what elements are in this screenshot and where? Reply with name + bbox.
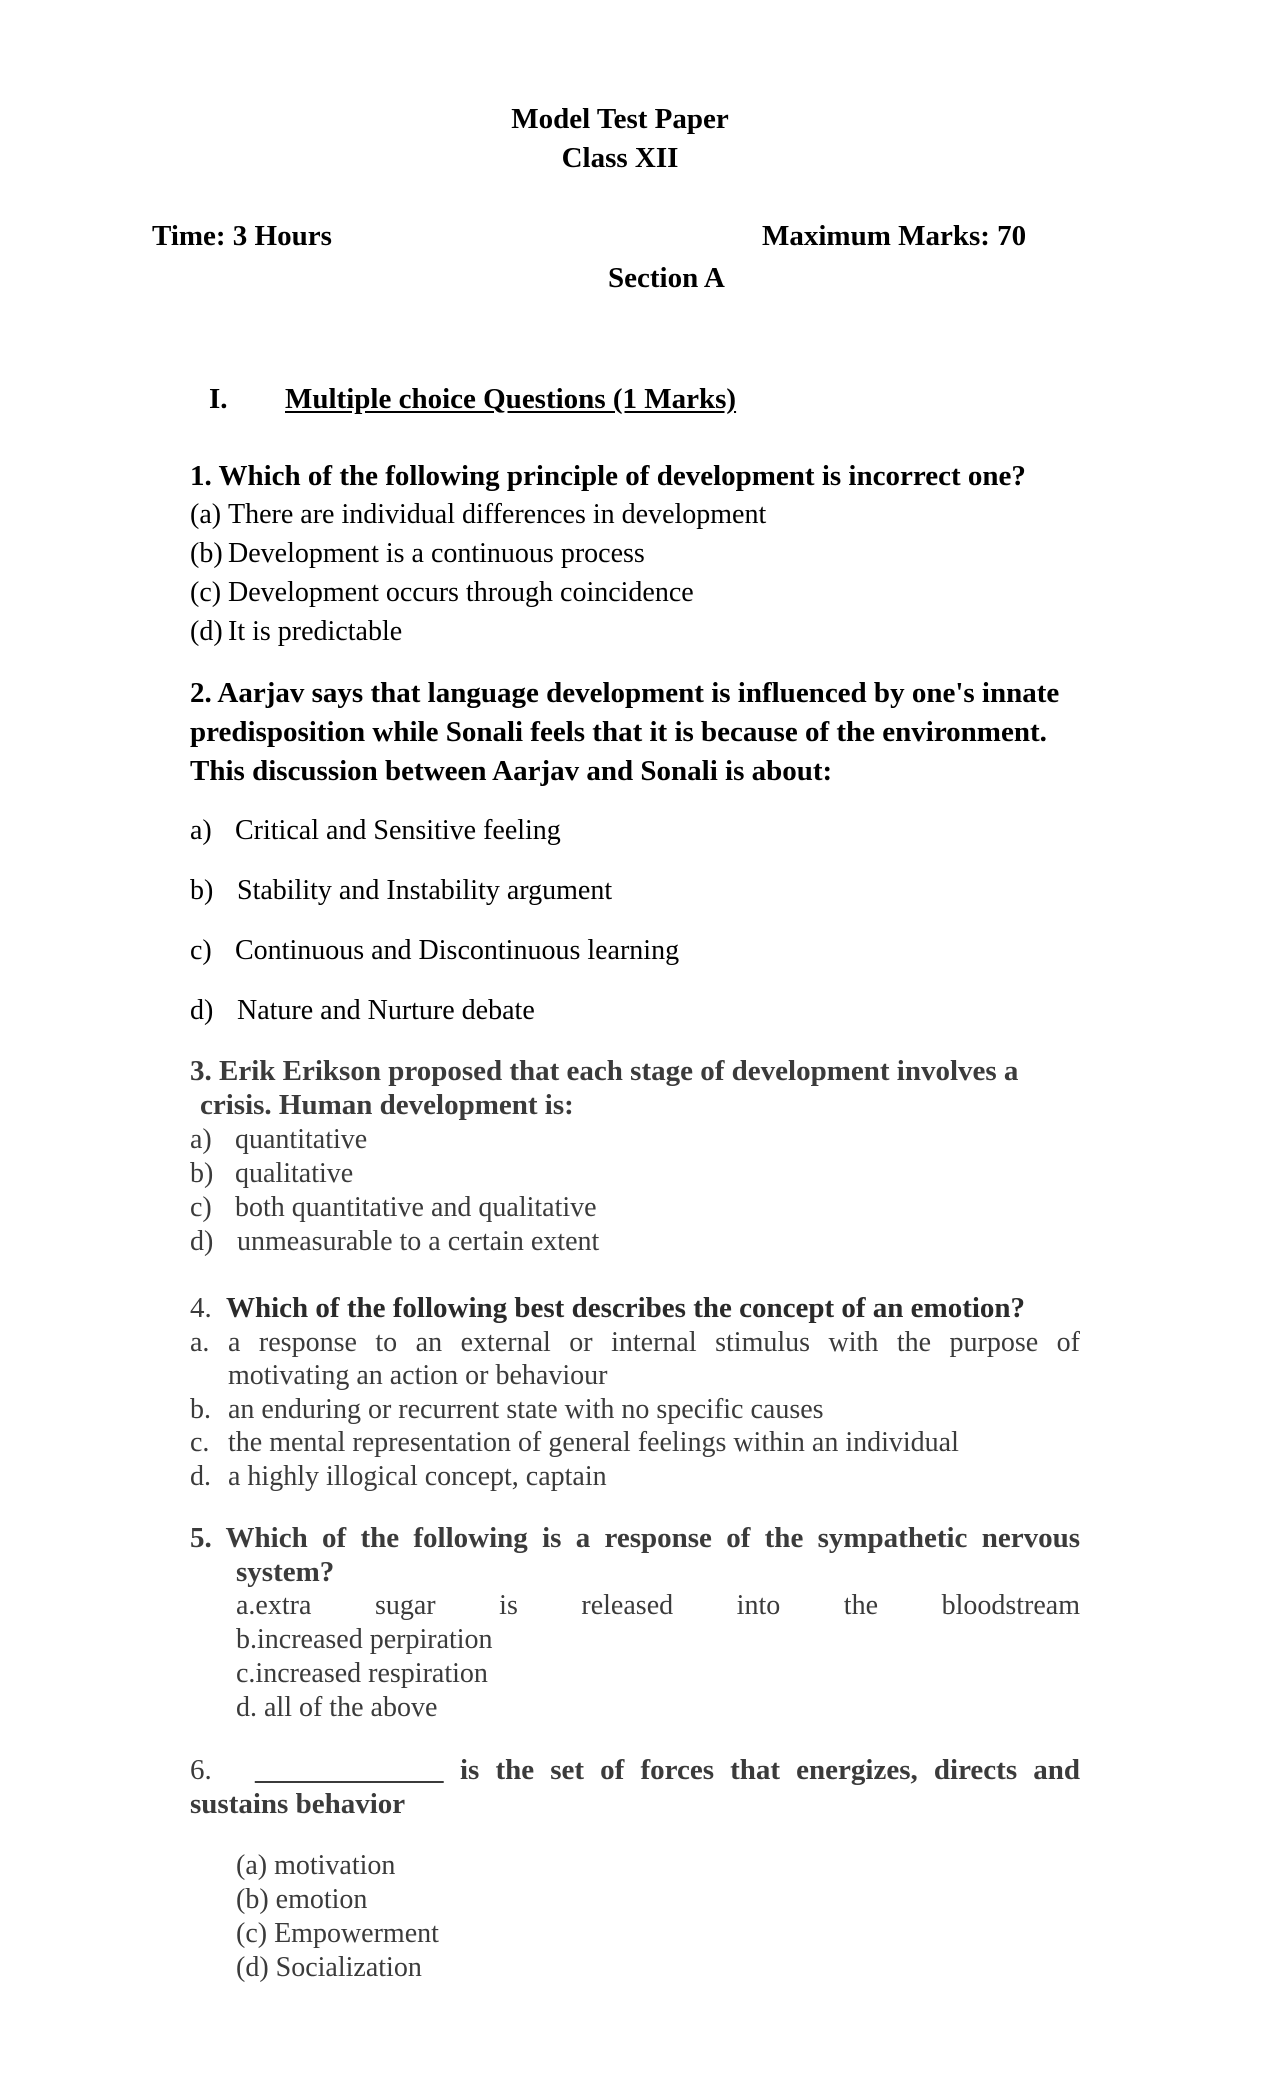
question-6-option-a: (a) motivation: [236, 1850, 396, 1881]
question-2-line-2: predisposition while Sonali feels that it is because of the environment.: [190, 716, 1047, 748]
question-2-line-1: 2. Aarjav says that language development is influenced by one's innate: [190, 677, 1060, 709]
question-4-text: Which of the following best describes the concept of an emotion?: [226, 1292, 1026, 1324]
question-6-text: is the set of forces that energizes, directs and: [460, 1754, 1080, 1786]
question-4: [190, 1292, 1025, 1325]
question-1-option-b: (b) Development is a continuous process: [190, 538, 645, 569]
question-6-number: 6.: [190, 1754, 212, 1786]
question-3-line-2: crisis. Human development is:: [200, 1089, 574, 1121]
maximum-marks: Maximum Marks: 70: [762, 220, 1027, 252]
question-2-option-a: a) Critical and Sensitive feeling: [190, 815, 561, 846]
question-2-option-d: d) Nature and Nurture debate: [190, 995, 535, 1026]
question-6-option-c: (c) Empowerment: [236, 1918, 439, 1949]
part-number: I.: [209, 383, 228, 415]
question-2-option-b: b) Stability and Instability argument: [190, 875, 613, 906]
part-heading: Multiple choice Questions (1 Marks): [285, 383, 737, 415]
question-1-option-c: (c) Development occurs through coincidence: [190, 577, 694, 608]
question-6-option-b: (b) emotion: [236, 1884, 368, 1915]
question-1-number: 1.: [190, 460, 212, 492]
question-1-text: Which of the following principle of development is incorrect one?: [218, 460, 1026, 492]
question-5-option-a: a.extra sugar is released into the bloodstream: [236, 1590, 1080, 1621]
question-1: [190, 460, 1026, 493]
question-2-line-3: This discussion between Aarjav and Sonali is about:: [190, 755, 833, 787]
question-1-option-d: (d) It is predictable: [190, 616, 403, 647]
question-5-option-d: d. all of the above: [236, 1692, 438, 1723]
page-title: Model Test Paper: [511, 103, 729, 135]
question-4-option-a: a.: [190, 1327, 210, 1358]
question-3-option-b: b) qualitative: [190, 1158, 354, 1189]
question-4-number: 4.: [190, 1292, 212, 1324]
question-2-option-c: c) Continuous and Discontinuous learning: [190, 935, 680, 966]
question-3-option-d: d) unmeasurable to a certain extent: [190, 1226, 600, 1257]
question-4-option-a-line-1: a response to an external or internal stimulus with the purpose of: [228, 1327, 1080, 1358]
question-5-option-b: b.increased perpiration: [236, 1624, 493, 1655]
question-3-line-1: 3. Erik Erikson proposed that each stage of development involves a: [190, 1055, 1019, 1087]
question-4-option-a-line-2: motivating an action or behaviour: [228, 1360, 608, 1391]
class-line: Class XII: [561, 142, 679, 174]
question-3-option-c: c) both quantitative and qualitative: [190, 1192, 597, 1223]
question-4-option-c: c. the mental representation of general feelings within an individual: [190, 1427, 959, 1458]
question-5-line-1: 5. Which of the following is a response of the sympathetic nervous: [190, 1522, 1080, 1554]
question-5-option-c: c.increased respiration: [236, 1658, 488, 1689]
question-1-option-a: (a) There are individual differences in development: [190, 499, 767, 530]
time-allowed: Time: 3 Hours: [152, 220, 332, 252]
question-4-option-d: d. a highly illogical concept, captain: [190, 1461, 607, 1492]
question-6-blank: _____________: [255, 1754, 444, 1786]
question-6-option-d: (d) Socialization: [236, 1952, 422, 1983]
question-3-option-a: a) quantitative: [190, 1124, 368, 1155]
question-4-option-b: b. an enduring or recurrent state with no specific causes: [190, 1394, 824, 1425]
question-5-line-2: system?: [236, 1556, 335, 1588]
section-heading: Section A: [608, 262, 725, 294]
question-6-line-2: sustains behavior: [190, 1788, 406, 1820]
